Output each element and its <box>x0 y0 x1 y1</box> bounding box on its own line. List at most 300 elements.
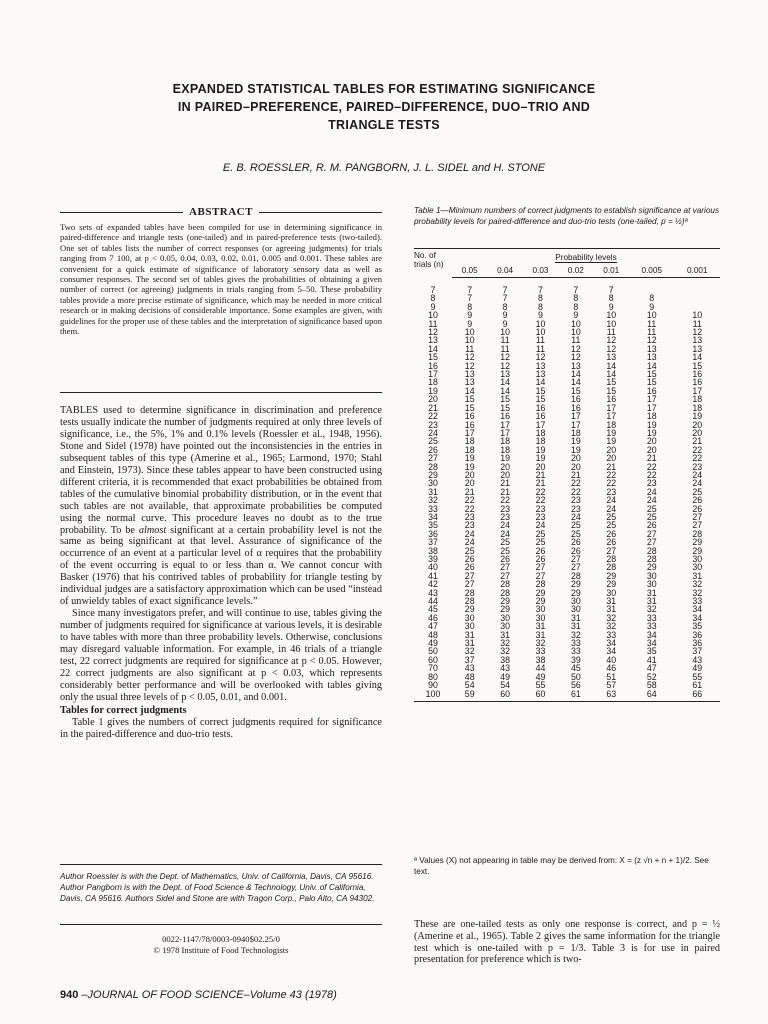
trials-cell: 31 <box>428 486 438 497</box>
table-cell: 32 <box>535 638 546 649</box>
trials-cell: 21 <box>428 402 438 413</box>
table-cell: 26 <box>692 503 703 514</box>
table-cell: 7 <box>502 285 508 295</box>
table-cell: 28 <box>606 554 617 564</box>
table-cell: 60 <box>487 690 522 702</box>
table-cell: 14 <box>646 360 657 371</box>
table-cell: 26 <box>570 537 581 548</box>
table-row <box>414 479 720 487</box>
table-cell: 54 <box>500 680 510 691</box>
abstract-text: Two sets of expanded tables have been compiled for use in determining significance in paired-difference and triangle tests (one-tailed) and in paired-preference tests (two-tailed). One set of tables lists the number of correct responses (or agreeing judgments) for trials ranging from 7 100, at p < 0.05, 0.04, 0.03, 0.02, 0.01, 0.005 and 0.001. These tables are convenient for a quick estimate of significance of laboratory sensory data as well as consumer responses. The second set of tables gives the probabilities of obtaining a given number of correct (or agreeing) judgments in trials ranging from 5–50. These probability tables provide a more precise estimate of significance, which may be needed in more critical research or in making decisions of considerable importance. Some examples are given, with guidelines for the proper use of these tables and the interpretation of significance based upon them. <box>60 222 382 337</box>
table-cell: 10 <box>464 327 475 338</box>
table-cell: 32 <box>646 604 657 615</box>
table-cell: 29 <box>570 587 581 598</box>
table-cell: 8 <box>573 293 579 304</box>
trials-cell: 11 <box>428 318 438 329</box>
table-cell: 20 <box>570 461 581 472</box>
table-cell: 60 <box>523 690 558 702</box>
table-row <box>414 496 720 504</box>
table-cell: 15 <box>535 385 546 396</box>
table-cell: 13 <box>535 360 546 371</box>
table-cell: 7 <box>467 285 473 295</box>
table-cell: 28 <box>535 579 546 590</box>
table-row <box>414 563 720 571</box>
table-cell: 11 <box>647 327 657 338</box>
table-row <box>414 597 720 605</box>
table-row <box>414 530 720 538</box>
divider <box>60 212 183 213</box>
table-cell: 15 <box>646 369 657 380</box>
table-cell: 16 <box>535 402 546 413</box>
table-cell: 17 <box>570 411 581 422</box>
table-cell: 11 <box>692 318 702 329</box>
table-cell: 26 <box>606 528 617 539</box>
table-cell: 24 <box>606 495 617 506</box>
table-cell: 12 <box>570 343 581 354</box>
table-cell: 30 <box>500 612 510 623</box>
table-cell: 14 <box>464 385 475 396</box>
trials-cell: 9 <box>430 301 436 312</box>
table-cell: 20 <box>500 469 510 480</box>
table-cell: 25 <box>535 537 546 548</box>
trials-cell: 35 <box>428 520 438 531</box>
trials-cell: 12 <box>428 327 438 338</box>
table-cell: 30 <box>692 554 703 564</box>
table-cell: 14 <box>606 360 617 371</box>
table-cell: 28 <box>646 554 657 564</box>
table-cell: 30 <box>646 579 657 590</box>
table-row <box>414 622 720 630</box>
table-cell: 17 <box>500 427 510 438</box>
trials-cell: 50 <box>428 646 438 657</box>
table-cell: 29 <box>606 579 617 590</box>
table-cell: 21 <box>692 436 703 447</box>
table-cell: 34 <box>646 638 657 649</box>
table-cell: 10 <box>570 327 581 338</box>
table-cell: 32 <box>606 621 617 632</box>
table-cell: 49 <box>692 663 703 674</box>
table-row <box>414 328 720 336</box>
table-cell: 44 <box>535 663 546 674</box>
table-cell: 16 <box>692 369 703 380</box>
table-cell: 31 <box>692 570 703 581</box>
trials-cell: 28 <box>428 461 438 472</box>
table-cell: 24 <box>606 503 617 514</box>
table-row <box>414 505 720 513</box>
table-cell: 12 <box>606 335 617 346</box>
table-cell: 13 <box>646 343 657 354</box>
table-cell: 12 <box>464 352 475 363</box>
table-cell: 22 <box>606 469 617 480</box>
trials-cell: 19 <box>428 385 438 396</box>
trials-cell: 16 <box>428 360 438 371</box>
table-cell: 29 <box>570 579 581 590</box>
table-cell: 34 <box>646 629 657 640</box>
table-cell: 15 <box>606 385 617 396</box>
table-cell: 12 <box>606 343 617 354</box>
trials-cell: 45 <box>428 604 438 615</box>
table-cell: 20 <box>570 453 581 464</box>
abstract-heading <box>60 206 382 218</box>
probability-level-row <box>414 263 720 278</box>
table-cell: 49 <box>500 671 510 682</box>
table-cell: 20 <box>646 444 657 455</box>
abstract-heading-label: ABSTRACT <box>189 206 253 218</box>
table-cell: 15 <box>464 402 475 413</box>
table-cell: 17 <box>646 394 657 405</box>
table-cell: 15 <box>535 394 546 405</box>
table-cell: 23 <box>570 495 581 506</box>
table-cell: 25 <box>500 545 510 556</box>
trials-cell: 48 <box>428 629 438 640</box>
table-cell: 16 <box>464 411 475 422</box>
trials-cell: 24 <box>428 427 438 438</box>
table-cell: 18 <box>570 427 581 438</box>
table-body <box>414 278 720 702</box>
table-cell: 31 <box>500 629 510 640</box>
table-cell: 19 <box>606 436 617 447</box>
table-cell: 22 <box>570 478 581 489</box>
table-cell: 22 <box>464 495 475 506</box>
author-list: E. B. ROESSLER, R. M. PANGBORN, J. L. SIDEL and H. STONE <box>222 162 546 174</box>
table-cell: 13 <box>464 369 475 380</box>
table-cell: 26 <box>646 520 657 531</box>
table-caption: Table 1—Minimum numbers of correct judgments to establish significance at various probability levels for paired-difference and duo-trio tests (one-tailed, p = ½)ª <box>414 206 720 226</box>
table-cell: 25 <box>606 520 617 531</box>
trials-cell: 14 <box>428 343 438 354</box>
table-cell: 16 <box>570 394 581 405</box>
title-line: EXPANDED STATISTICAL TABLES FOR ESTIMATING SIGNIFICANCE <box>172 82 596 96</box>
table-cell: 22 <box>646 469 657 480</box>
section-subheading: Tables for correct judgments <box>60 704 187 716</box>
table-cell: 21 <box>570 469 581 480</box>
trials-column-header <box>414 249 452 278</box>
trials-cell: 49 <box>428 638 438 649</box>
divider <box>259 212 382 213</box>
table-cell: 35 <box>646 646 657 657</box>
table-cell: 25 <box>464 545 475 556</box>
table-cell: 22 <box>535 486 546 497</box>
probability-level-header: 0.001 <box>674 263 720 278</box>
table-cell: 25 <box>606 511 617 522</box>
table-cell: 9 <box>502 318 508 329</box>
table-cell: 10 <box>535 327 546 338</box>
table-cell: 9 <box>649 301 655 312</box>
table-cell: 22 <box>692 453 703 464</box>
table-cell: 27 <box>464 579 475 590</box>
table-cell: 10 <box>646 310 657 321</box>
table-cell: 22 <box>606 478 617 489</box>
table-cell: 19 <box>692 411 703 422</box>
table-cell: 13 <box>570 360 581 371</box>
table-row <box>414 404 720 412</box>
table-cell: 16 <box>500 411 510 422</box>
table-cell: 18 <box>692 402 703 413</box>
table-row <box>414 294 720 302</box>
table-row <box>414 446 720 454</box>
table-row <box>414 303 720 311</box>
table-cell: 23 <box>535 503 546 514</box>
table-cell: 19 <box>606 427 617 438</box>
table-cell: 14 <box>692 352 703 363</box>
probability-levels-text: Probability levels <box>555 252 617 262</box>
table-cell: 33 <box>570 638 581 649</box>
table-cell: 12 <box>570 352 581 363</box>
table-cell: 41 <box>646 654 657 665</box>
table-cell: 12 <box>646 335 657 346</box>
table-cell: 11 <box>571 335 581 346</box>
table-cell: 27 <box>692 520 703 531</box>
table-cell: 25 <box>570 520 581 531</box>
trials-cell: 22 <box>428 411 438 422</box>
table-cell: 46 <box>606 663 617 674</box>
table-cell: 29 <box>692 545 703 556</box>
table-cell: 27 <box>535 562 546 573</box>
table-cell: 31 <box>535 629 546 640</box>
table-cell: 30 <box>570 596 581 607</box>
table-cell: 66 <box>674 690 720 702</box>
table-cell: 10 <box>606 318 617 329</box>
table-cell: 20 <box>464 478 475 489</box>
table-cell: 23 <box>500 511 510 522</box>
table-row <box>414 690 720 702</box>
table-cell: 14 <box>570 369 581 380</box>
table-row <box>414 488 720 496</box>
table-row <box>414 572 720 580</box>
table-cell: 29 <box>606 570 617 581</box>
table-cell: 14 <box>570 377 581 388</box>
table-cell: 23 <box>464 511 475 522</box>
table-cell: 34 <box>692 612 703 623</box>
table-cell: 8 <box>502 301 508 312</box>
table-cell: 20 <box>535 461 546 472</box>
table-cell: 8 <box>538 301 543 312</box>
table-cell: 12 <box>535 352 546 363</box>
table-cell: 33 <box>570 646 581 657</box>
trials-cell: 44 <box>428 596 438 607</box>
table-cell: 33 <box>646 612 657 623</box>
table-cell: 24 <box>646 486 657 497</box>
table-cell: 10 <box>500 327 510 338</box>
trials-cell: 100 <box>414 690 452 702</box>
table-row <box>414 555 720 563</box>
table-cell: 18 <box>500 444 510 455</box>
table-row <box>414 387 720 395</box>
table-cell: 9 <box>608 301 614 312</box>
table-cell: 38 <box>535 654 546 665</box>
table-cell: 18 <box>535 427 546 438</box>
table-row <box>414 647 720 655</box>
table-footnote: ª Values (X) not appearing in table may be derived from: X = (z √n + n + 1)/2. See text. <box>414 856 709 876</box>
table-cell: 31 <box>646 587 657 598</box>
table-cell: 57 <box>606 680 617 691</box>
table-cell: 14 <box>500 385 510 396</box>
table-cell: 16 <box>606 394 617 405</box>
table-cell: 29 <box>500 604 510 615</box>
table-cell: 29 <box>464 604 475 615</box>
table-row <box>414 429 720 437</box>
divider <box>60 864 382 865</box>
table-row <box>414 370 720 378</box>
table-cell: 18 <box>646 411 657 422</box>
table-cell: 30 <box>535 612 546 623</box>
table-cell: 21 <box>646 453 657 464</box>
table-cell: 16 <box>535 411 546 422</box>
table-cell: 56 <box>570 680 581 691</box>
table-cell: 10 <box>606 310 617 321</box>
table-cell: 33 <box>535 646 546 657</box>
table-cell: 32 <box>464 646 475 657</box>
table-cell: 29 <box>535 587 546 598</box>
table-row <box>414 664 720 672</box>
table-cell: 20 <box>464 469 475 480</box>
table-row <box>414 395 720 403</box>
table-row <box>414 336 720 344</box>
table-cell: 18 <box>535 436 546 447</box>
table-row <box>414 471 720 479</box>
author-affiliation-footnote: Author Roessler is with the Dept. of Mathematics, Univ. of California, Davis, CA 95616. Author Pangborn is with the Dept. of Food Science & Technology, Univ. of California, Davis, CA 95616. Authors Sidel and Stone are with Tragon Corp., Palo Alto, CA 94302. <box>60 872 375 903</box>
trials-cell: 27 <box>428 453 438 464</box>
table-cell: 32 <box>606 612 617 623</box>
table-row <box>414 286 720 294</box>
table-cell: 17 <box>535 419 546 430</box>
table-cell: 24 <box>692 478 703 489</box>
table-cell: 50 <box>570 671 581 682</box>
table-cell: 48 <box>464 671 475 682</box>
trials-cell: 40 <box>428 562 438 573</box>
table-cell: 8 <box>467 301 473 312</box>
table-row <box>414 454 720 462</box>
table-cell: 22 <box>646 461 657 472</box>
table-cell: 17 <box>570 419 581 430</box>
table-cell: 13 <box>646 352 657 363</box>
table-cell: 11 <box>606 327 616 338</box>
table-cell: 7 <box>538 285 543 295</box>
table-cell: 30 <box>606 587 617 598</box>
trials-cell: 18 <box>428 377 438 388</box>
publication-code <box>60 934 382 956</box>
table-cell: 10 <box>535 318 546 329</box>
table-cell: 15 <box>500 394 510 405</box>
table-cell: 34 <box>606 646 617 657</box>
table-cell: 27 <box>570 554 581 564</box>
table-cell: 25 <box>646 503 657 514</box>
table-row <box>414 547 720 555</box>
table-cell: 22 <box>692 444 703 455</box>
trials-cell: 47 <box>428 621 438 632</box>
table-cell: 25 <box>570 528 581 539</box>
table-row <box>414 656 720 664</box>
table-cell: 7 <box>467 293 473 304</box>
divider <box>60 392 382 393</box>
trials-cell: 42 <box>428 579 438 590</box>
table-cell: 51 <box>606 671 617 682</box>
body-text <box>60 405 382 741</box>
table-cell: 55 <box>692 671 703 682</box>
page-number: 940 <box>60 989 79 1001</box>
table-cell: 14 <box>535 377 546 388</box>
divider <box>60 924 382 925</box>
table-cell: 26 <box>500 554 510 564</box>
table-cell: 27 <box>646 537 657 548</box>
table-cell: 23 <box>464 520 475 531</box>
trials-cell: 60 <box>428 654 438 665</box>
table-cell: 11 <box>465 343 475 354</box>
table-cell: 31 <box>464 629 475 640</box>
table-cell: 19 <box>570 436 581 447</box>
table-cell: 24 <box>535 520 546 531</box>
article-title <box>120 80 648 134</box>
table-cell: 23 <box>570 503 581 514</box>
paragraph: Since many investigators prefer, and will continue to use, tables giving the number of judgments required for significance at various levels, it is desirable to have tables with more than three probability levels. Otherwise, conclusions may disregard valuable information. For example, in 46 trials of a triangle test, 22 correct judgments are required for significance at p < 0.05. However, 22 correct judgments are also significant at p < 0.03, which represents considerably better performance and will be overlooked with tables giving only the usual three levels of p < 0.05, 0.01, and 0.001. <box>60 608 382 703</box>
table-cell: 61 <box>692 680 703 691</box>
table-cell: 32 <box>500 638 510 649</box>
trials-cell: 29 <box>428 469 438 480</box>
table-cell: 40 <box>606 654 617 665</box>
table-cell: 27 <box>646 528 657 539</box>
table-cell: 8 <box>608 293 614 304</box>
trials-cell: 41 <box>428 570 438 581</box>
table-cell: 14 <box>500 377 510 388</box>
table-cell: 7 <box>608 285 614 295</box>
table-cell: 20 <box>606 453 617 464</box>
table-cell: 29 <box>535 596 546 607</box>
table-cell: 26 <box>535 545 546 556</box>
table-cell: 22 <box>535 495 546 506</box>
trials-header-text: No. of trials (n) <box>414 251 444 269</box>
table-cell: 31 <box>535 621 546 632</box>
table-cell: 22 <box>570 486 581 497</box>
table-row <box>414 605 720 613</box>
trials-cell: 34 <box>428 511 438 522</box>
table-cell: 15 <box>500 402 510 413</box>
table-cell: 28 <box>692 528 703 539</box>
table-cell: 18 <box>464 436 475 447</box>
table-cell: 25 <box>646 511 657 522</box>
table-cell: 19 <box>500 453 510 464</box>
table-cell: 21 <box>535 478 546 489</box>
table-row <box>414 345 720 353</box>
table-cell: 13 <box>464 377 475 388</box>
table-row <box>414 320 720 328</box>
table-cell: 25 <box>500 537 510 548</box>
table-row <box>414 538 720 546</box>
table-cell: 19 <box>535 453 546 464</box>
table-cell: 17 <box>464 427 475 438</box>
table-cell: 23 <box>646 478 657 489</box>
trials-cell: 38 <box>428 545 438 556</box>
table-cell: 11 <box>500 335 510 346</box>
table-cell: 19 <box>464 461 475 472</box>
table-row <box>414 362 720 370</box>
table-cell: 17 <box>500 419 510 430</box>
table-row <box>414 437 720 445</box>
table-cell: 30 <box>500 621 510 632</box>
table-cell: 32 <box>500 646 510 657</box>
table-cell: 21 <box>500 478 510 489</box>
trials-cell: 33 <box>428 503 438 514</box>
table-cell: 45 <box>570 663 581 674</box>
table-cell: 31 <box>570 612 581 623</box>
table-cell: 28 <box>500 587 510 598</box>
significance-table <box>414 248 720 702</box>
table-cell: 24 <box>692 469 703 480</box>
trials-cell: 15 <box>428 352 438 363</box>
table-row <box>414 639 720 647</box>
table-cell: 43 <box>464 663 475 674</box>
table-cell: 23 <box>606 486 617 497</box>
table-cell: 26 <box>570 545 581 556</box>
